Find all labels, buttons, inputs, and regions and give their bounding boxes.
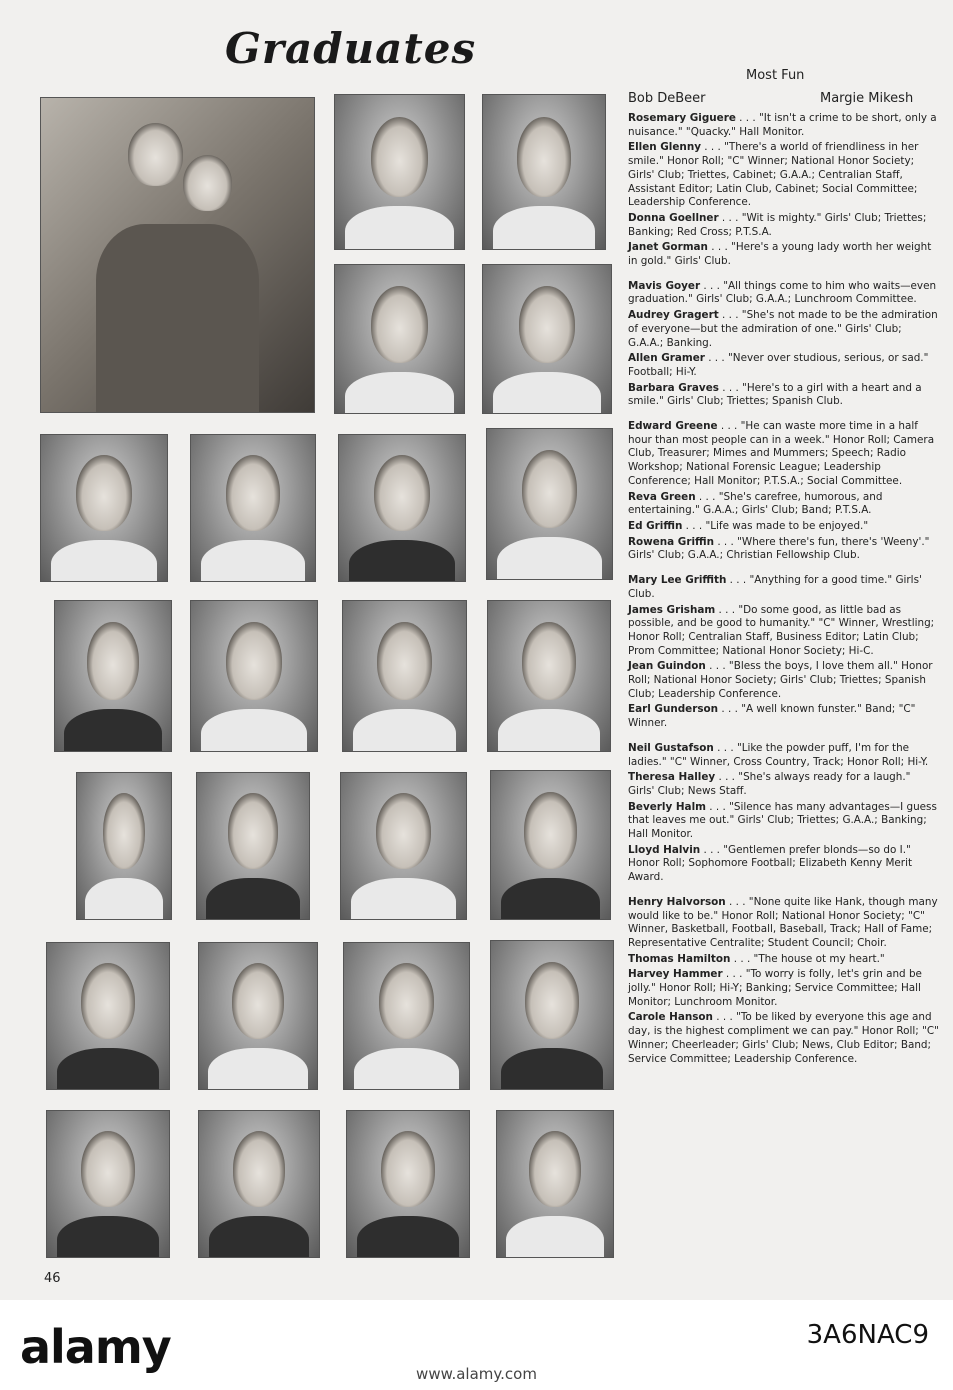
student-text: . . . "He can waste more time in a half hour than most people can in a week." Honor Roll; Camera Club, Treasurer; Mimes and Mummers; Speech; Radio Workshop; National Forensic League; Leadership Conference; Hall Monitor; P.T.S.A.; Social Committee. (628, 420, 935, 487)
portrait-photo (46, 942, 170, 1090)
student-text: . . . "She's always ready for a laugh." Girls' Club; News Staff. (628, 771, 911, 797)
caption-entry (628, 352, 940, 379)
stock-image-id: 3A6NAC9 (806, 1320, 929, 1350)
student-name: Barbara Graves (628, 381, 719, 394)
portrait-photo (338, 434, 466, 582)
student-text: . . . "Life was made to be enjoyed." (682, 519, 869, 532)
portrait-photo (496, 1110, 614, 1258)
portrait-photo (486, 428, 613, 580)
caption-column (628, 112, 940, 1068)
caption-entry (628, 382, 940, 409)
student-text: . . . "Here's a young lady worth her weight in gold." Girls' Club. (628, 241, 932, 268)
student-text: . . . "Like the powder puff, I'm for the ladies." "C" Winner, Cross Country, Track; Honor Roll; Hi-Y. (628, 741, 929, 768)
student-name: Audrey Gragert (628, 309, 719, 322)
portrait-photo (190, 434, 316, 582)
portrait-photo (196, 772, 310, 920)
student-text: . . . "Here's to a girl with a heart and a smile." Girls' Club; Triettes; Spanish Club. (628, 381, 922, 408)
caption-entry (628, 953, 940, 967)
student-name: Beverly Halm (628, 800, 706, 813)
most-fun-left-name: Bob DeBeer (628, 91, 706, 106)
student-name: Mavis Goyer (628, 279, 701, 292)
portrait-photo (340, 772, 467, 920)
student-text: . . . "She's carefree, humorous, and entertaining." G.A.A.; Girls' Club; Band; P.T.S.A. (628, 490, 883, 517)
portrait-photo (198, 1110, 320, 1258)
most-fun-right-name: Margie Mikesh (820, 91, 914, 106)
student-name: Jean Guindon (628, 660, 706, 673)
student-name: Thomas Hamilton (628, 952, 731, 965)
caption-entry (628, 604, 940, 659)
student-name: Lloyd Halvin (628, 843, 701, 856)
student-text: . . . "All things come to him who waits—even graduation." Girls' Club; G.A.A.; Lunchroom Committee. (628, 279, 937, 306)
student-name: Reva Green (628, 490, 696, 503)
student-name: Earl Gunderson (628, 703, 719, 716)
student-text: . . . "A well known funster." Band; "C" Winner. (628, 703, 916, 730)
portrait-photo (343, 942, 470, 1090)
caption-entry (628, 574, 940, 601)
portrait-photo (334, 264, 465, 414)
portrait-photo (490, 770, 611, 920)
student-name: Neil Gustafson (628, 741, 714, 754)
student-name: James Grisham (628, 603, 716, 616)
caption-entry (628, 212, 940, 239)
page-number: 46 (44, 1271, 61, 1286)
caption-entry (628, 968, 940, 1009)
portrait-photo (76, 772, 172, 920)
portrait-photo (40, 434, 168, 582)
student-text: . . . "Bless the boys, I love them all." Honor Roll; National Honor Society; Girls' Club; Triettes; Spanish Club; Leadership Conference. (628, 660, 933, 700)
student-text: . . . "Anything for a good time." Girls' Club. (628, 574, 922, 600)
portrait-photo (54, 600, 172, 752)
caption-entry (628, 1011, 940, 1066)
student-text: . . . "The house ot my heart." (730, 952, 885, 965)
student-text: . . . "Silence has many advantages—I guess that leaves me out." Girls' Club; Triettes; G.A.A.; Banking; Hall Monitor. (628, 800, 937, 841)
student-name: Rosemary Giguere (628, 112, 736, 124)
caption-entry (628, 280, 940, 307)
student-name: Henry Halvorson (628, 895, 726, 908)
alamy-logo: alamy (20, 1320, 171, 1374)
student-name: Harvey Hammer (628, 968, 723, 981)
student-text: . . . "Do some good, as little bad as possible, and be good to humanity." "C" Winner, Wrestling; Honor Roll; Centralian Staff, Business Editor; Latin Club; Prom Committee; National Honor Society; Hi-C. (628, 603, 935, 657)
caption-entry (628, 309, 940, 350)
student-text: . . . "Gentlemen prefer blonds—so do I." Honor Roll; Sophomore Football; Elizabeth Kenny Merit Award. (628, 843, 913, 884)
student-name: Mary Lee Griffith (628, 574, 727, 587)
caption-entry (628, 771, 940, 798)
portrait-photo (198, 942, 318, 1090)
caption-entry (628, 844, 940, 885)
most-fun-label: Most Fun (746, 68, 805, 83)
page-title: Graduates (225, 24, 477, 73)
portrait-photo (46, 1110, 170, 1258)
caption-entry (628, 241, 940, 268)
student-text: . . . "To worry is folly, let's grin and be jolly." Honor Roll; Hi-Y; Banking; Service Committee; Hall Monitor; Lunchroom Monitor. (628, 968, 922, 1008)
student-text: . . . "Wit is mighty." Girls' Club; Triettes; Banking; Red Cross; P.T.S.A. (628, 211, 927, 238)
caption-entry (628, 801, 940, 842)
student-name: Theresa Halley (628, 771, 716, 784)
caption-entry (628, 660, 940, 701)
student-name: Ellen Glenny (628, 141, 701, 154)
portrait-photo (342, 600, 467, 752)
student-name: Janet Gorman (628, 241, 708, 254)
student-name: Edward Greene (628, 420, 718, 433)
caption-entry (628, 491, 940, 518)
caption-entry (628, 536, 940, 563)
student-text: . . . "None quite like Hank, though many would like to be." Honor Roll; National Honor Society; "C" Winner, Basketball, Football, Baseball, Track; Hall of Fame; Representative Centralite; Student Council; Choir. (628, 895, 938, 949)
caption-entry (628, 141, 940, 210)
portrait-photo (482, 264, 612, 414)
student-name: Ed Griffin (628, 519, 683, 532)
watermark-url: www.alamy.com (416, 1365, 537, 1383)
student-text: . . . "She's not made to be the admiration of everyone—but the admiration of one." Girls' Club; G.A.A.; Banking. (628, 309, 938, 349)
caption-entry (628, 703, 940, 730)
student-text: . . . "To be liked by everyone this age and day, is the highest compliment we can pay." Honor Roll; "C" Winner; Cheerleader; Girls' Club; News, Club Editor; Band; Service Committee; Leadership Conference. (628, 1011, 939, 1065)
portrait-photo (334, 94, 465, 250)
student-name: Carole Hanson (628, 1011, 713, 1024)
caption-entry (628, 520, 940, 534)
caption-entry (628, 742, 940, 769)
portrait-photo (346, 1110, 470, 1258)
student-name: Rowena Griffin (628, 535, 715, 548)
student-name: Allen Gramer (628, 352, 705, 365)
student-text: . . . "It isn't a crime to be short, only a nuisance." "Quacky." Hall Monitor. (628, 112, 937, 138)
caption-entry (628, 420, 940, 489)
caption-entry (628, 112, 940, 139)
portrait-photo (490, 940, 614, 1090)
student-text: . . . "Where there's fun, there's 'Weeny'." Girls' Club; G.A.A.; Christian Fellowship Club. (628, 535, 930, 562)
portrait-photo (482, 94, 606, 250)
student-text: . . . "There's a world of friendliness in her smile." Honor Roll; "C" Winner; National Honor Society; Girls' Club; Triettes, Cabinet; G.A.A.; Centralian Staff, Assistant Editor; Latin Club, Cabinet; Social Committee; Leadership Conference. (628, 141, 919, 209)
portrait-photo (487, 600, 611, 752)
caption-entry (628, 896, 940, 951)
student-name: Donna Goellner (628, 211, 719, 224)
student-text: . . . "Never over studious, serious, or sad." Football; Hi-Y. (628, 352, 929, 378)
portrait-photo (190, 600, 318, 752)
most-fun-photo (40, 97, 315, 413)
